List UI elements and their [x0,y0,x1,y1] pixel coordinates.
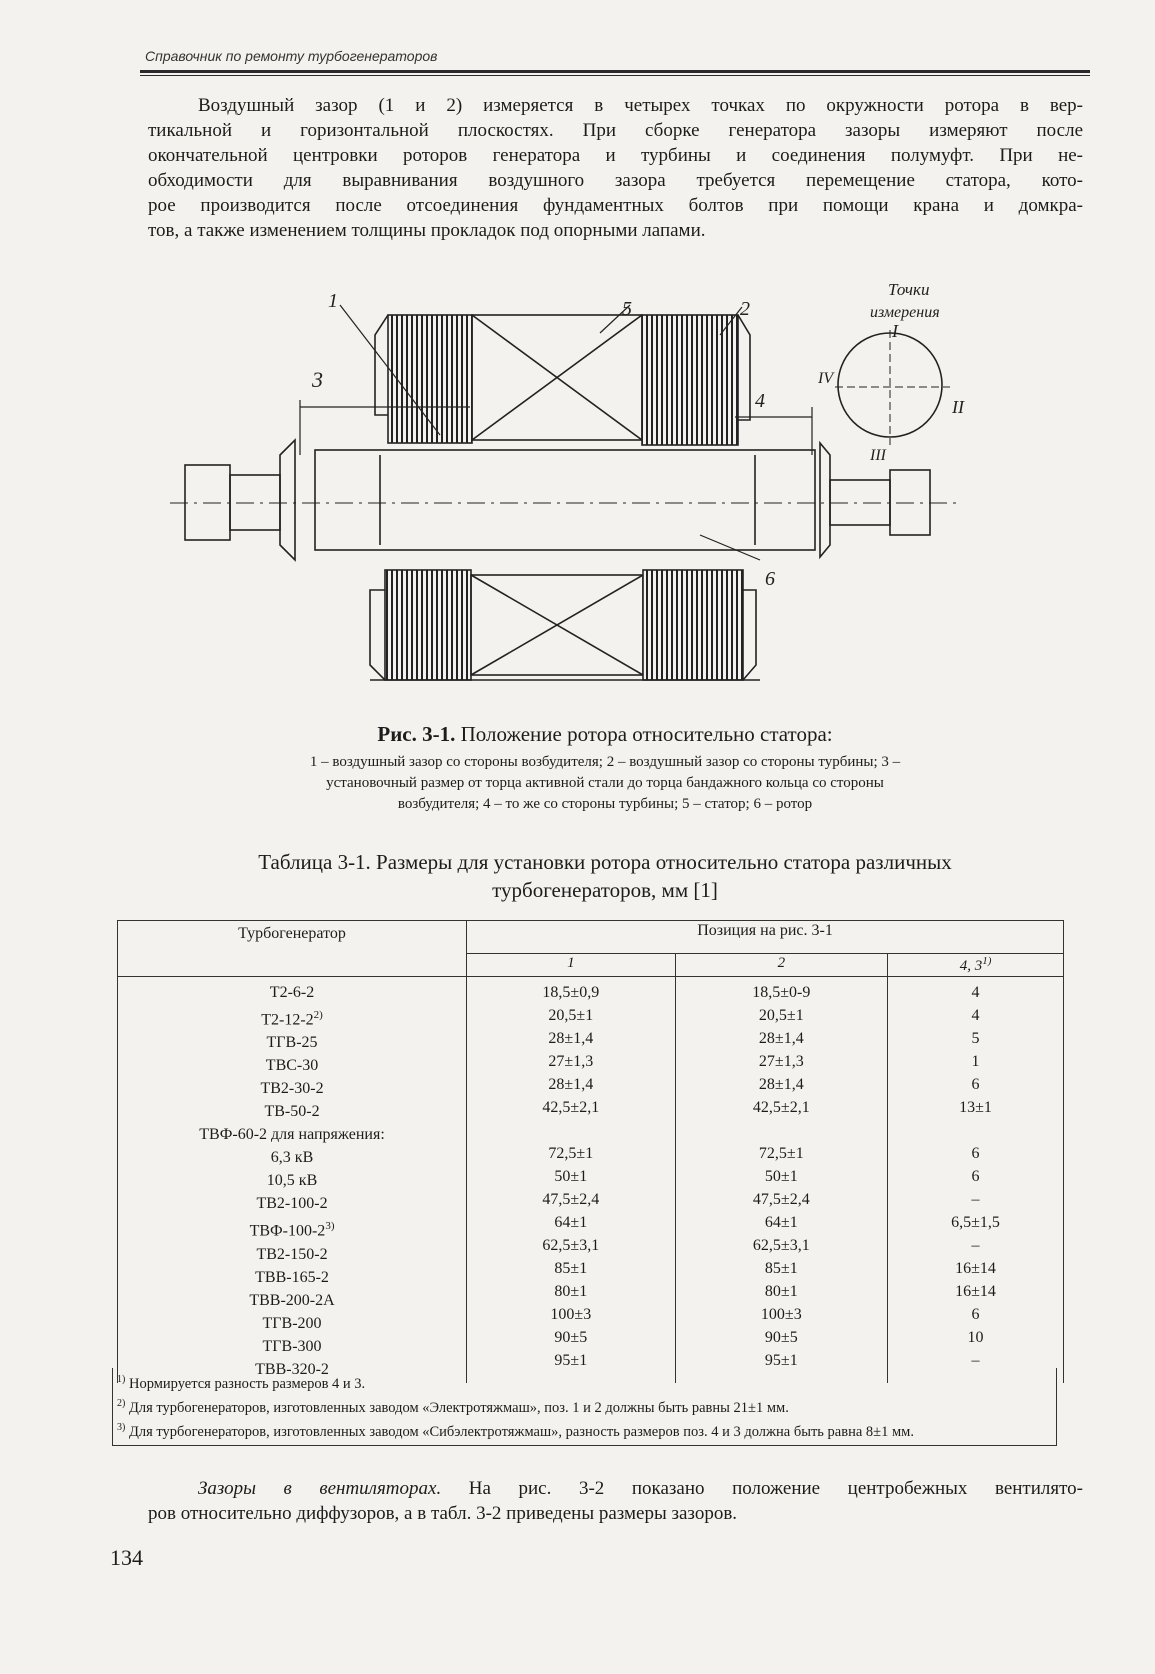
intro-line: рое производится после отсоединения фундаментных болтов при помощи крана и домкра- [148,195,1083,216]
table-cell: – [971,1191,980,1208]
table-cell: 47,5±2,4 [752,1191,810,1208]
table-row-name: ТГВ-25 [266,1034,318,1052]
table-cell: 72,5±1 [548,1145,594,1162]
table-cell: 100±3 [550,1306,592,1323]
table-cell: 50±1 [764,1168,798,1185]
table-cell: 1 [971,1053,980,1070]
table-cell: 18,5±0,9 [542,984,600,1001]
table-cell: 27±1,3 [758,1053,804,1070]
roman-II: II [952,397,964,417]
table-cell: 28±1,4 [758,1030,804,1047]
table-cell: 5 [971,1030,980,1047]
figure-legend [150,752,1060,815]
table-cell: 27±1,3 [548,1053,594,1070]
table-row-name: ТВВ-165-2 [255,1268,329,1286]
intro-line: тов, а также изменением толщины прокладок под опорными лапами. [148,220,706,241]
table-cell: 28±1,4 [548,1076,594,1093]
table-cell: 28±1,4 [758,1076,804,1093]
header-rule-thin [140,75,1090,76]
table-row-name: ТВ2-150-2 [256,1245,328,1263]
table-cell: 47,5±2,4 [542,1191,600,1208]
table-cell [468,1119,674,1142]
intro-line: обходимости для выравнивания воздушного зазора требуется перемещение статора, кото- [148,170,1083,191]
table-cell: 95±1 [554,1352,588,1369]
figure-caption-text: Положение ротора относительно статора: [455,722,833,746]
callout-6: 6 [765,568,775,590]
table-cell: 95±1 [764,1352,798,1369]
header-note-mark: 1) [982,955,992,967]
table-cell: 42,5±2,1 [542,1099,600,1116]
running-header: Справочник по ремонту турбогенераторов [145,48,438,64]
measurement-points-diagram [835,330,950,445]
table-row-name: 6,3 кВ [270,1149,314,1167]
table-row-name: ТВВ-200-2А [249,1291,335,1309]
header-turbogenerator: Турбогенератор [118,921,467,977]
outro-line1-text: На рис. 3-2 показано положение центробежных вентилято- [441,1478,1083,1499]
table-cell: 4 [971,1007,980,1024]
header-pos-4-3 [888,954,1064,977]
table-cell: 90±5 [554,1329,588,1346]
table-cell: 20,5±1 [758,1007,804,1024]
roman-I: I [892,321,898,341]
table-cell: 6,5±1,5 [951,1214,1000,1231]
turbogenerator-names [118,977,467,1383]
figure-caption [150,722,1060,747]
stator-lower [370,570,760,680]
table-row-name: ТГВ-300 [262,1337,322,1355]
table-cell [889,1119,1062,1142]
callout-2: 2 [740,298,750,320]
table-cell: 10 [967,1329,984,1346]
header-pos-2: 2 [675,954,887,977]
table-cell: 6 [971,1306,980,1323]
table-row-name: ТВФ-60-2 для напряжения: [199,1126,385,1144]
legend-line: 1 – воздушный зазор со стороны возбудителя; 2 – воздушный зазор со стороны турбины; 3 – [309,754,901,770]
table-cell: 6 [971,1168,980,1185]
header-position-group: Позиция на рис. 3-1 [467,921,1064,954]
intro-line: окончательной центровки роторов генератора и турбины и соединения полумуфт. При не- [148,145,1083,166]
legend-line: установочный размер от торца активной стали до торца бандажного кольца со стороны [326,775,884,791]
table-row-name: ТВВ-320-2 [255,1360,329,1378]
stator-upper [375,315,750,445]
table-cell: – [971,1352,980,1369]
table-title-line2: турбогенераторов, мм [1] [492,878,718,902]
table-cell: 72,5±1 [758,1145,804,1162]
table-cell: 4 [971,984,980,1001]
table-cell: 80±1 [554,1283,588,1300]
roman-IV: IV [818,370,834,387]
rotor-stator-figure [170,280,1040,720]
footnote-3: $^{3)}$ Для турбогенераторов, изготовленных заводом «Сибэлектротяжмаш», разность размеров поз. 4 и 3 должна быть равна 8±1 мм. [117,1421,914,1440]
table-row-name: Т2-6-2 [269,984,315,1001]
intro-line: тикальной и горизонтальной плоскостях. При сборке генератора зазоры измеряют после [148,120,1083,141]
table-cell: 20,5±1 [548,1007,594,1024]
outro-line2: ров относительно диффузоров, а в табл. 3-2 приведены размеры зазоров. [148,1503,738,1524]
table-row-name: ТВ2-100-2 [256,1195,328,1213]
intro-line: Воздушный зазор (1 и 2) измеряется в четырех точках по окружности ротора в вер- [198,95,1083,116]
table-cell [677,1119,886,1142]
table-row-name: ТВФ-100-2$^{3)}$ [249,1220,335,1240]
table-cell: 50±1 [554,1168,588,1185]
table-cell: 6 [971,1145,980,1162]
intro-paragraph [148,93,1083,243]
table-row-name: 10,5 кВ [266,1172,318,1190]
position-4-3-values [888,977,1064,1383]
table-cell: 64±1 [764,1214,798,1231]
roman-III: III [870,447,886,464]
table-cell: – [971,1237,980,1254]
outro-line1 [148,1476,1083,1501]
outro-paragraph [148,1476,1083,1526]
page-number: 134 [110,1545,143,1570]
table-cell: 13±1 [959,1099,992,1116]
table-cell: 62,5±3,1 [542,1237,600,1254]
rotor [170,440,960,560]
table-cell: 90±5 [764,1329,798,1346]
dimensions-table [117,920,1064,1383]
footnote-2: $^{2)}$ Для турбогенераторов, изготовленных заводом «Электротяжмаш», поз. 1 и 2 должны быть равны 21±1 мм. [117,1397,789,1416]
table-row-name: ТВС-30 [265,1057,319,1075]
table-cell: 64±1 [554,1214,588,1231]
table-cell: 80±1 [764,1283,798,1300]
table-cell: 6 [971,1076,980,1093]
header-pos-4-3-text: 4, 3 [959,958,983,974]
position-2-values [675,977,887,1383]
table-footnotes [112,1368,1057,1446]
table-cell: 85±1 [554,1260,588,1277]
legend-line: возбудителя; 4 – то же со стороны турбины; 5 – статор; 6 – ротор [397,796,813,812]
table-cell: 85±1 [764,1260,798,1277]
callout-4: 4 [755,390,765,412]
outro-italic: Зазоры в вентиляторах. [198,1478,442,1499]
callout-5: 5 [622,298,632,320]
table-title-line1: Таблица 3-1. Размеры для установки ротора относительно статора различных [258,850,952,874]
table-row-name: ТВ-50-2 [264,1103,320,1121]
table-cell: 16±14 [955,1260,996,1277]
callout-1: 1 [328,290,338,312]
callout-3: 3 [312,367,323,392]
table-cell: 18,5±0-9 [752,984,811,1001]
table-cell: 42,5±2,1 [752,1099,810,1116]
points-label-line2: измерения [870,304,940,321]
position-1-values [467,977,676,1383]
table-title [150,848,1060,904]
header-rule [140,70,1090,73]
table-cell: 100±3 [760,1306,802,1323]
header-pos-1: 1 [467,954,676,977]
table-cell: 16±14 [955,1283,996,1300]
table-cell: 28±1,4 [548,1030,594,1047]
figure-number: Рис. 3-1. [377,722,456,746]
footnote-1: $^{1)}$ Нормируется разность размеров 4 и 3. [117,1374,366,1392]
table-row-name: Т2-12-2$^{2)}$ [261,1009,323,1029]
table-row-name: ТГВ-200 [262,1314,322,1332]
table-cell: 62,5±3,1 [752,1237,810,1254]
points-label-line1: Точки [888,280,930,299]
table-row-name: ТВ2-30-2 [260,1080,324,1098]
